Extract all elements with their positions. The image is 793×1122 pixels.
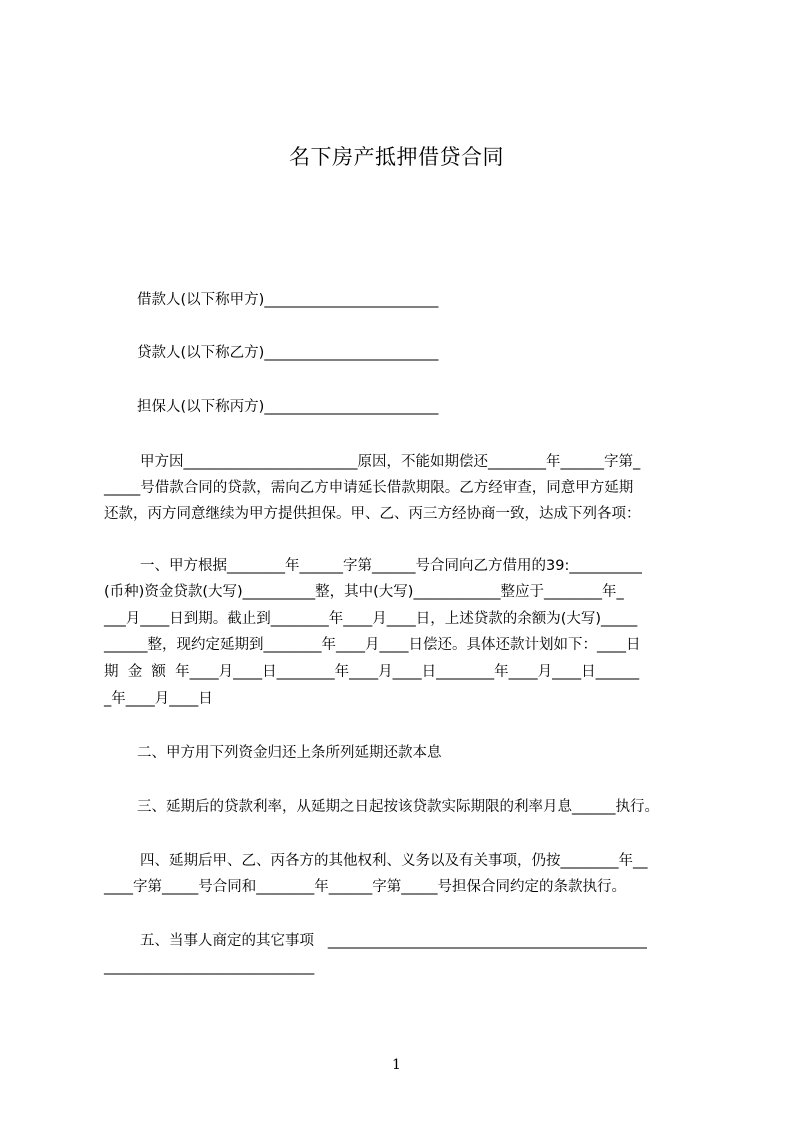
- party-lender-line: 贷款人(以下称乙方)________________________: [137, 345, 439, 361]
- preamble-line-3: 还款，丙方同意继续为甲方提供担保。甲、乙、丙三方经协商一致，达成下列各项：: [104, 506, 641, 522]
- clause-1-line-2: (币种)资金贷款(大写)__________整，其中(大写)____________整应于________年_: [104, 584, 624, 600]
- clause-5-line-1: 五、当事人商定的其它事项 ____________________________________________: [140, 933, 647, 949]
- document-title: 名下房产抵押借贷合同: [289, 145, 504, 169]
- clause-1-line-4: ______整，现约定延期到________年____月____日偿还。具体还款计划如下：____日: [104, 637, 641, 653]
- party-borrower-line: 借款人(以下称甲方)________________________: [137, 292, 439, 308]
- clause-4-line-2: ____字第_____号合同和________年______字第_____号担保合同约定的条款执行。: [104, 879, 626, 895]
- page-number: 1: [392, 1057, 401, 1073]
- clause-5-line-2: _____________________________: [104, 959, 315, 975]
- clause-3-line: 三、延期后的贷款利率，从延期之日起按该贷款实际期限的利率月息______执行。: [137, 799, 659, 815]
- clause-1-line-3: ___月____日到期。截止到________年____月____日，上述贷款的余额为(大写)_____: [104, 611, 638, 627]
- preamble-line-2: _____号借款合同的贷款，需向乙方申请延长借款期限。乙方经审查，同意甲方延期: [104, 480, 634, 496]
- clause-2-line: 二、甲方用下列资金归还上条所列延期还款本息: [137, 745, 442, 761]
- clause-1-line-1: 一、甲方根据________年______字第______号合同向乙方借用的39:__________: [140, 558, 642, 574]
- preamble-line-1: 甲方因________________________原因，不能如期偿还________年______字第_: [140, 454, 641, 470]
- clause-4-line-1: 四、延期后甲、乙、丙各方的其他权利、义务以及有关事项，仍按________年__: [140, 853, 648, 869]
- clause-1-line-5: 期 金 额 年____月____日________年____月____日________年____月____日______: [104, 664, 640, 680]
- clause-1-line-6: _年____月____日: [104, 691, 213, 707]
- party-guarantor-line: 担保人(以下称丙方)________________________: [137, 399, 439, 415]
